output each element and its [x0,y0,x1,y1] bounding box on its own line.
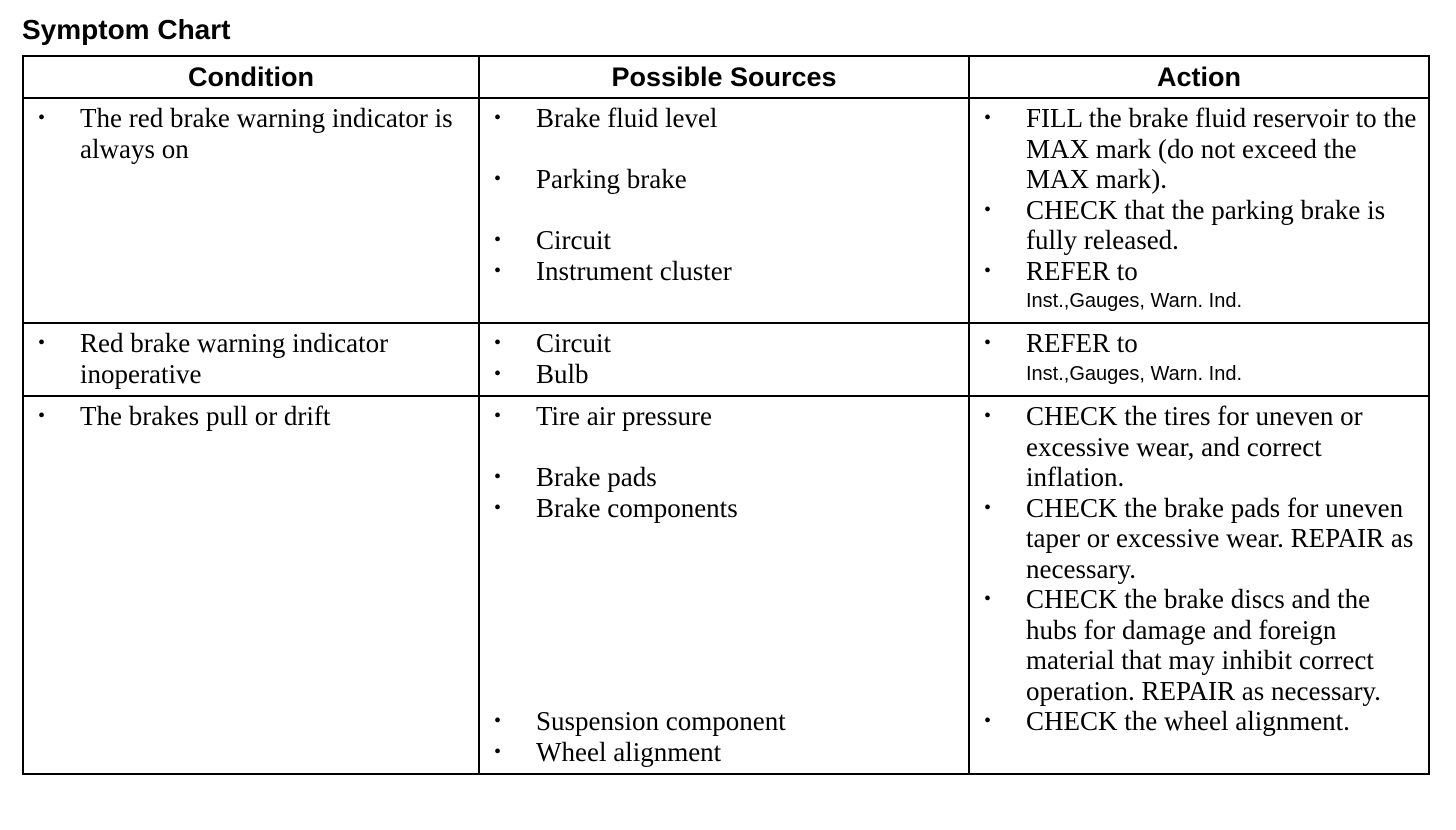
action-reference: Inst.,Gauges, Warn. Ind. [1026,290,1243,312]
table-row [23,396,1429,774]
condition-cell [23,323,479,396]
source-item: • Bulb [490,359,962,390]
sources-cell [479,98,969,323]
source-item: • Instrument cluster [490,256,962,287]
header-condition: Condition [23,56,479,98]
action-item: • CHECK that the parking brake is fully released. [980,195,1422,256]
condition-cell [23,396,479,774]
source-item: • Brake pads [490,462,962,493]
page-title: Symptom Chart [22,14,231,45]
source-item: • Brake components [490,493,962,524]
table-row [23,323,1429,396]
source-item: • Circuit [490,328,962,359]
condition-cell [23,98,479,323]
source-item: • Wheel alignment [490,737,962,768]
sources-cell [479,396,969,774]
source-item: • Circuit [490,225,962,256]
source-item: • Brake fluid level [490,103,962,134]
action-cell [969,98,1429,323]
header-action: Action [969,56,1429,98]
action-item: • CHECK the wheel alignment. [980,706,1422,737]
action-text: REFER to [1026,328,1138,358]
action-item: • FILL the brake fluid reservoir to the MAX mark (do not exceed the MAX mark). [980,103,1422,195]
condition-item: • The brakes pull or drift [34,401,472,432]
action-cell [969,323,1429,396]
action-item [980,256,1422,317]
source-item: • Parking brake [490,164,962,195]
action-cell [969,396,1429,774]
action-text: REFER to [1026,255,1138,286]
condition-item: • The red brake warning indicator is always on [34,103,472,164]
symptom-chart-table [22,55,1430,775]
header-possible-sources: Possible Sources [479,56,969,98]
action-item [980,328,1422,389]
action-reference: Inst.,Gauges, Warn. Ind. [1026,362,1243,385]
header-row [23,56,1429,98]
source-item: • Suspension component [490,706,962,737]
sources-cell [479,323,969,396]
action-item: • CHECK the brake discs and the hubs for damage and foreign material that may inhibit correct operation. REPAIR as necessary. [980,584,1422,706]
action-item: • CHECK the tires for uneven or excessive wear, and correct inflation. [980,401,1422,493]
condition-item: • Red brake warning indicator inoperative [34,328,472,389]
action-item: • CHECK the brake pads for uneven taper or excessive wear. REPAIR as necessary. [980,493,1422,585]
source-item: • Tire air pressure [490,401,962,432]
table-row [23,98,1429,323]
